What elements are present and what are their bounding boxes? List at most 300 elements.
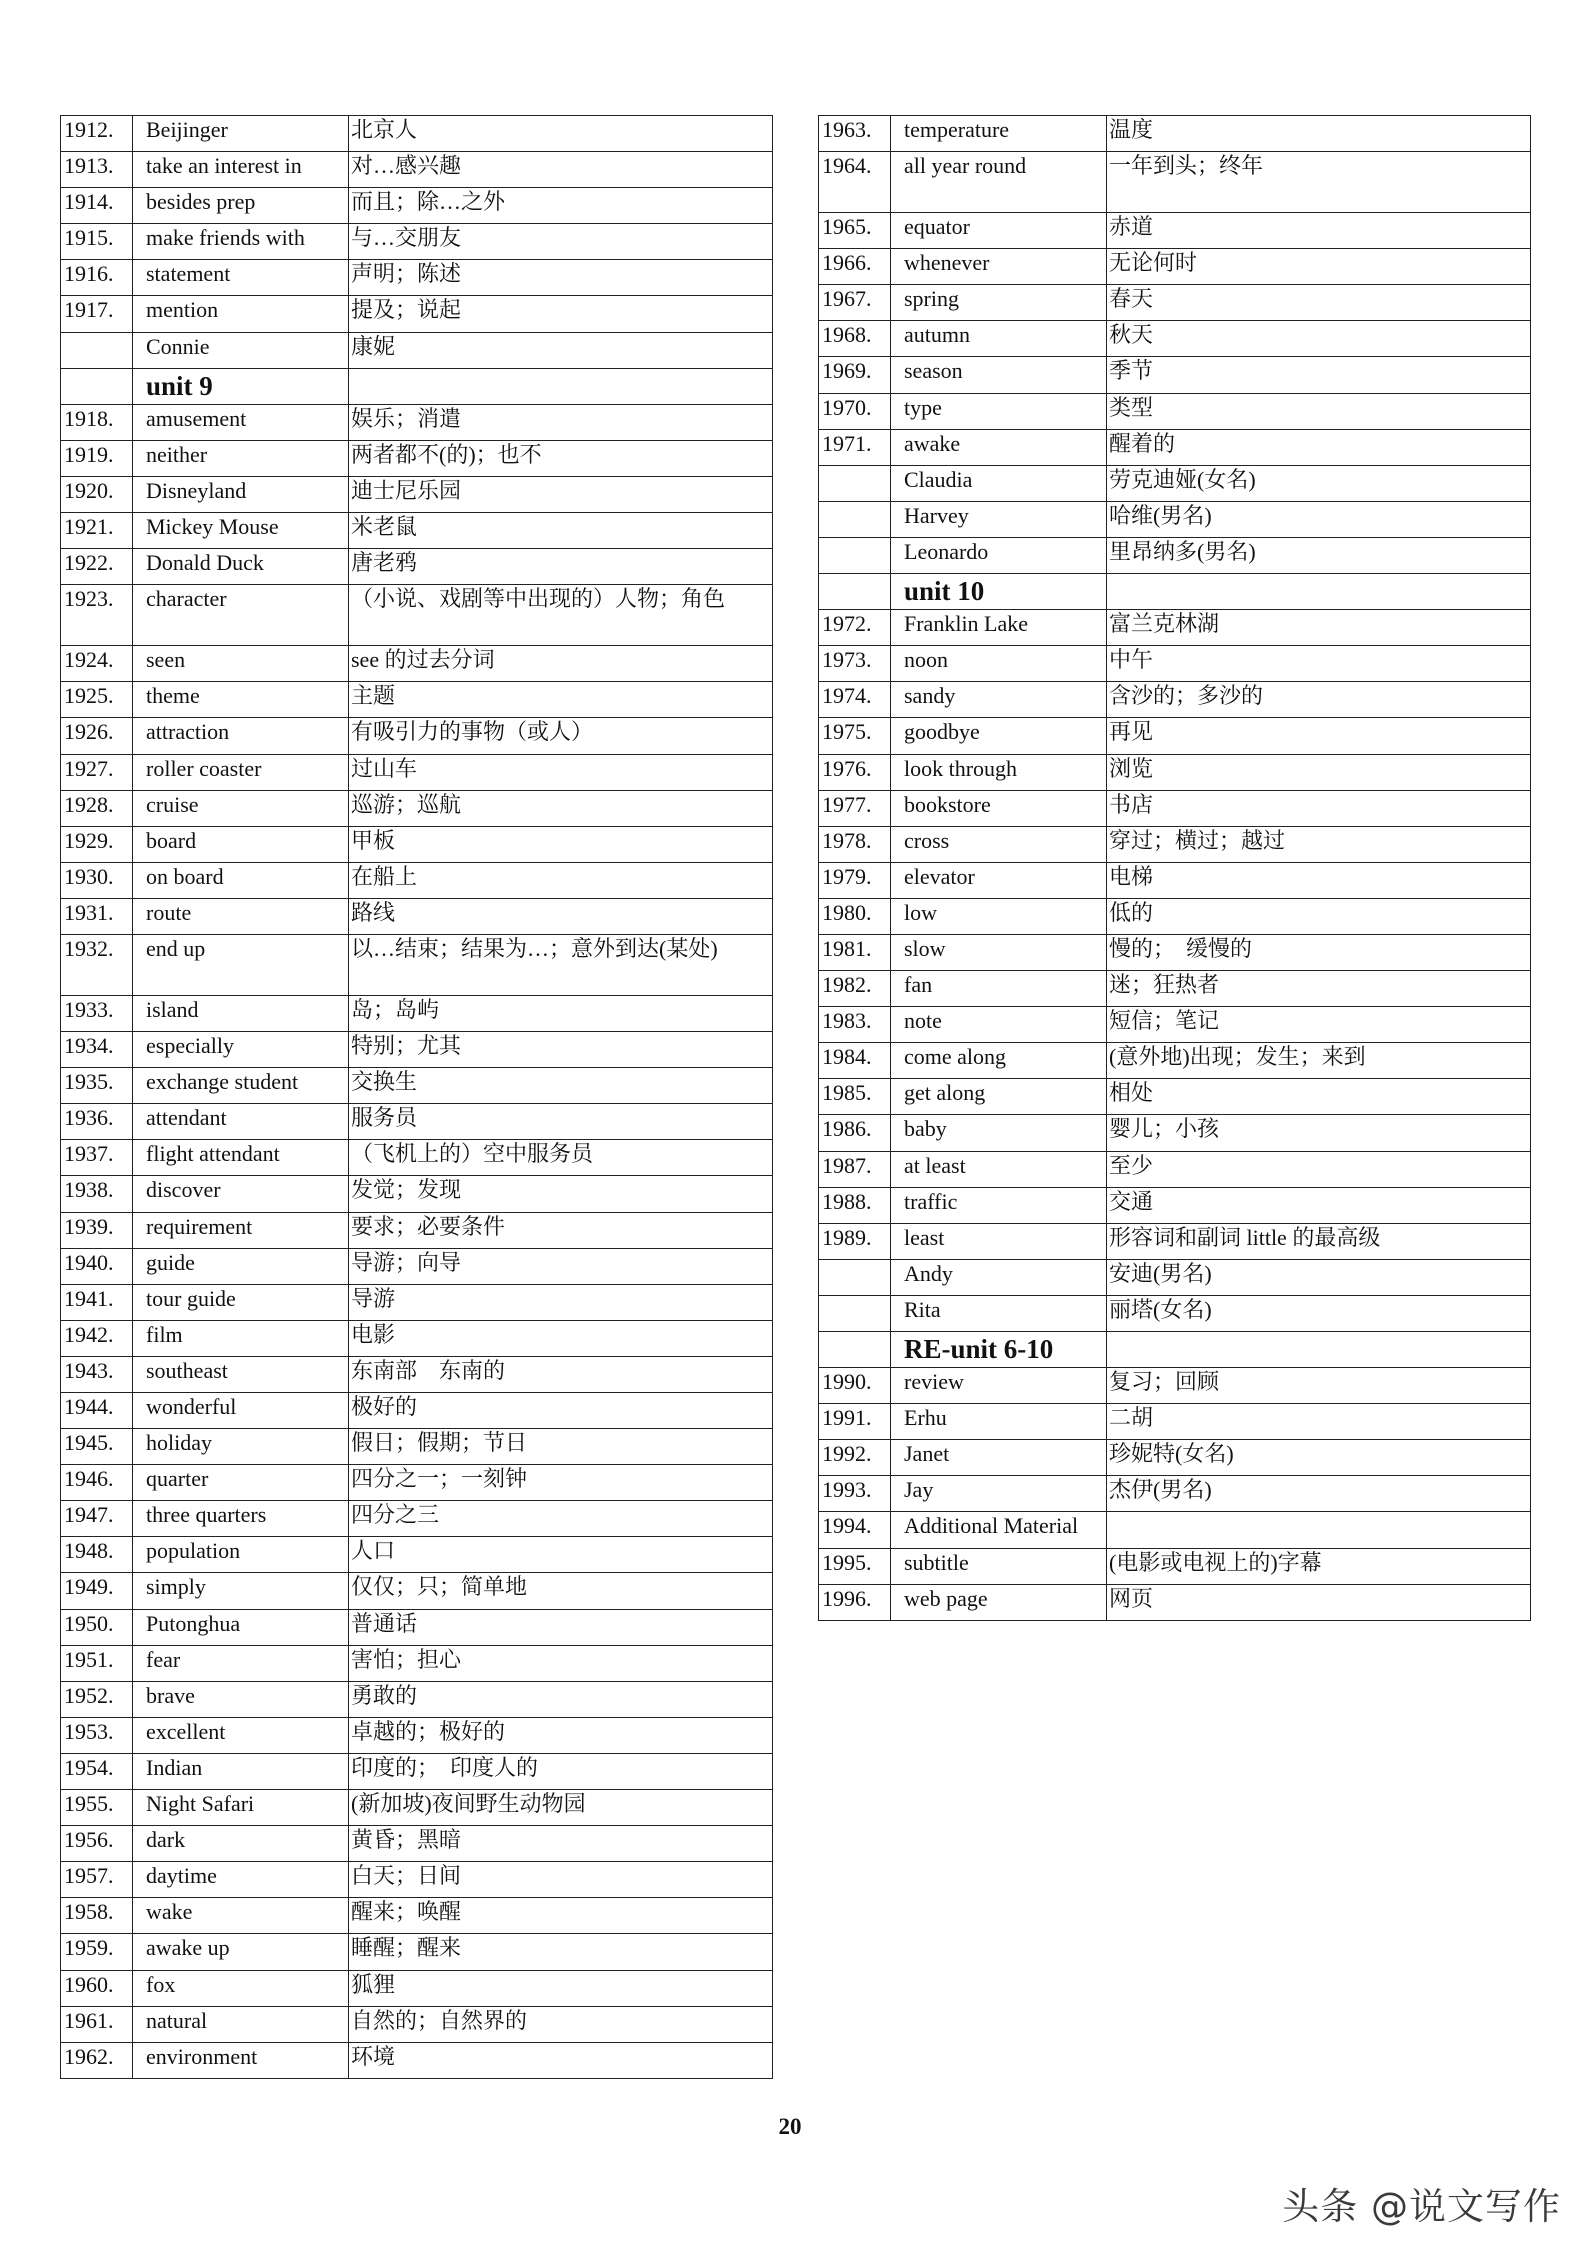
vocab-row <box>61 1645 773 1681</box>
entry-translation: 再见 <box>1107 718 1531 754</box>
entry-word: Claudia <box>891 465 1107 501</box>
vocab-row <box>819 116 1531 152</box>
entry-word: all year round <box>891 152 1107 213</box>
entry-number: 1914. <box>61 188 133 224</box>
watermark: 头条 @说文写作 <box>1282 2185 1561 2228</box>
entry-number: 1995. <box>819 1548 891 1584</box>
entry-number: 1973. <box>819 646 891 682</box>
entry-translation <box>1107 1332 1531 1368</box>
entry-number: 1964. <box>819 152 891 213</box>
vocab-row <box>819 249 1531 285</box>
vocab-table-left-body <box>61 116 773 2079</box>
entry-translation: 白天；日间 <box>349 1862 773 1898</box>
vocab-row <box>61 1753 773 1789</box>
vocab-row <box>819 934 1531 970</box>
entry-number: 1934. <box>61 1032 133 1068</box>
entry-translation: 丽塔(女名) <box>1107 1295 1531 1331</box>
entry-translation: 类型 <box>1107 393 1531 429</box>
entry-word: excellent <box>133 1717 349 1753</box>
entry-word: get along <box>891 1079 1107 1115</box>
vocab-row <box>819 1440 1531 1476</box>
entry-translation: 提及；说起 <box>349 296 773 332</box>
entry-number: 1991. <box>819 1404 891 1440</box>
entry-number: 1994. <box>819 1512 891 1548</box>
vocab-row <box>819 1368 1531 1404</box>
entry-translation: 网页 <box>1107 1584 1531 1620</box>
vocab-row <box>819 1295 1531 1331</box>
entry-word: attendant <box>133 1104 349 1140</box>
entry-word: season <box>891 357 1107 393</box>
entry-translation: 复习；回顾 <box>1107 1368 1531 1404</box>
entry-number: 1943. <box>61 1356 133 1392</box>
entry-word: film <box>133 1320 349 1356</box>
entry-translation: 要求；必要条件 <box>349 1212 773 1248</box>
entry-number: 1949. <box>61 1573 133 1609</box>
vocab-row <box>61 404 773 440</box>
entry-translation: 两者都不(的)；也不 <box>349 440 773 476</box>
entry-translation: 极好的 <box>349 1393 773 1429</box>
entry-word: end up <box>133 934 349 995</box>
vocab-row <box>819 1079 1531 1115</box>
entry-translation: (意外地)出现；发生；来到 <box>1107 1043 1531 1079</box>
entry-translation: 形容词和副词 little 的最高级 <box>1107 1223 1531 1259</box>
entry-word: discover <box>133 1176 349 1212</box>
entry-translation: 迪士尼乐园 <box>349 476 773 512</box>
entry-translation: 秋天 <box>1107 321 1531 357</box>
entry-word: Franklin Lake <box>891 610 1107 646</box>
entry-number <box>819 574 891 610</box>
entry-word: goodbye <box>891 718 1107 754</box>
vocab-row <box>819 1223 1531 1259</box>
entry-word: especially <box>133 1032 349 1068</box>
entry-number <box>819 1295 891 1331</box>
entry-translation: 交通 <box>1107 1187 1531 1223</box>
entry-word: cross <box>891 826 1107 862</box>
entry-number: 1960. <box>61 1970 133 2006</box>
entry-word: tour guide <box>133 1284 349 1320</box>
entry-translation: 季节 <box>1107 357 1531 393</box>
vocab-row <box>61 476 773 512</box>
entry-word: exchange student <box>133 1068 349 1104</box>
entry-number: 1948. <box>61 1537 133 1573</box>
vocab-row <box>61 260 773 296</box>
entry-translation: 北京人 <box>349 116 773 152</box>
vocab-row <box>819 1151 1531 1187</box>
entry-number <box>819 465 891 501</box>
entry-number: 1954. <box>61 1753 133 1789</box>
vocab-row <box>819 1115 1531 1151</box>
vocab-row <box>61 682 773 718</box>
entry-number: 1976. <box>819 754 891 790</box>
entry-translation: 四分之三 <box>349 1501 773 1537</box>
page-number: 20 <box>778 2114 802 2139</box>
entry-word: whenever <box>891 249 1107 285</box>
entry-word: Donald Duck <box>133 549 349 585</box>
entry-translation <box>349 368 773 404</box>
vocab-row <box>819 1512 1531 1548</box>
vocab-row <box>61 1465 773 1501</box>
entry-translation: (电影或电视上的)字幕 <box>1107 1548 1531 1584</box>
entry-word: requirement <box>133 1212 349 1248</box>
entry-number: 1968. <box>819 321 891 357</box>
entry-word: noon <box>891 646 1107 682</box>
entry-word: Connie <box>133 332 349 368</box>
entry-number: 1929. <box>61 826 133 862</box>
entry-number: 1942. <box>61 1320 133 1356</box>
entry-translation: 低的 <box>1107 898 1531 934</box>
entry-word: subtitle <box>891 1548 1107 1584</box>
entry-word: daytime <box>133 1862 349 1898</box>
entry-translation: （飞机上的）空中服务员 <box>349 1140 773 1176</box>
entry-word: besides prep <box>133 188 349 224</box>
unit-heading-row <box>819 574 1531 610</box>
entry-translation: 害怕；担心 <box>349 1645 773 1681</box>
entry-number: 1990. <box>819 1368 891 1404</box>
vocab-row <box>61 116 773 152</box>
vocab-row <box>61 1032 773 1068</box>
vocab-row <box>61 549 773 585</box>
entry-word: guide <box>133 1248 349 1284</box>
vocab-row <box>61 188 773 224</box>
vocab-row <box>61 224 773 260</box>
vocab-row <box>61 296 773 332</box>
entry-word: Erhu <box>891 1404 1107 1440</box>
entry-translation: 哈维(男名) <box>1107 501 1531 537</box>
entry-word: wonderful <box>133 1393 349 1429</box>
entry-word: three quarters <box>133 1501 349 1537</box>
entry-number <box>819 501 891 537</box>
entry-number: 1972. <box>819 610 891 646</box>
entry-translation: 假日；假期；节日 <box>349 1429 773 1465</box>
entry-number: 1957. <box>61 1862 133 1898</box>
entry-number: 1955. <box>61 1790 133 1826</box>
entry-translation: 唐老鸦 <box>349 549 773 585</box>
entry-word: temperature <box>891 116 1107 152</box>
vocab-row <box>819 682 1531 718</box>
entry-word: statement <box>133 260 349 296</box>
entry-translation: 富兰克林湖 <box>1107 610 1531 646</box>
entry-word: seen <box>133 646 349 682</box>
entry-word: fear <box>133 1645 349 1681</box>
vocab-row <box>819 1007 1531 1043</box>
entry-translation: 与…交朋友 <box>349 224 773 260</box>
entry-word: Andy <box>891 1259 1107 1295</box>
entry-word: simply <box>133 1573 349 1609</box>
vocab-table-right-body <box>819 116 1531 1621</box>
entry-translation: 声明；陈述 <box>349 260 773 296</box>
entry-number: 1982. <box>819 971 891 1007</box>
entry-word: holiday <box>133 1429 349 1465</box>
entry-number: 1926. <box>61 718 133 754</box>
entry-word: elevator <box>891 862 1107 898</box>
entry-word: make friends with <box>133 224 349 260</box>
entry-translation: 四分之一；一刻钟 <box>349 1465 773 1501</box>
entry-word: look through <box>891 754 1107 790</box>
vocab-row <box>61 332 773 368</box>
vocab-row <box>819 1259 1531 1295</box>
unit-heading-row <box>61 368 773 404</box>
entry-number: 1933. <box>61 995 133 1031</box>
entry-number: 1935. <box>61 1068 133 1104</box>
vocab-row <box>61 1717 773 1753</box>
entry-word: Additional Material <box>891 1512 1107 1548</box>
entry-number: 1981. <box>819 934 891 970</box>
entry-word: wake <box>133 1898 349 1934</box>
entry-translation: 中午 <box>1107 646 1531 682</box>
entry-word: dark <box>133 1826 349 1862</box>
entry-number: 1959. <box>61 1934 133 1970</box>
vocab-row <box>819 898 1531 934</box>
entry-word: baby <box>891 1115 1107 1151</box>
vocab-row <box>61 718 773 754</box>
entry-number: 1915. <box>61 224 133 260</box>
vocab-row <box>61 1176 773 1212</box>
entry-number: 1989. <box>819 1223 891 1259</box>
entry-translation: 娱乐；消遣 <box>349 404 773 440</box>
entry-word: Disneyland <box>133 476 349 512</box>
entry-word: Janet <box>891 1440 1107 1476</box>
vocab-row <box>61 2042 773 2078</box>
vocab-row <box>61 898 773 934</box>
entry-translation: 巡游；巡航 <box>349 790 773 826</box>
entry-word: neither <box>133 440 349 476</box>
vocab-row <box>61 585 773 646</box>
entry-number: 1952. <box>61 1681 133 1717</box>
entry-word: fan <box>891 971 1107 1007</box>
vocab-row <box>61 934 773 995</box>
entry-number: 1958. <box>61 1898 133 1934</box>
entry-word: environment <box>133 2042 349 2078</box>
entry-number: 1916. <box>61 260 133 296</box>
entry-word: roller coaster <box>133 754 349 790</box>
vocab-row <box>819 718 1531 754</box>
entry-translation: 婴儿；小孩 <box>1107 1115 1531 1151</box>
entry-number: 1993. <box>819 1476 891 1512</box>
entry-translation: 以…结束；结果为…；意外到达(某处) <box>349 934 773 995</box>
entry-translation: 米老鼠 <box>349 513 773 549</box>
vocab-row <box>61 1501 773 1537</box>
entry-word: least <box>891 1223 1107 1259</box>
vocab-row <box>61 862 773 898</box>
vocab-row <box>61 1212 773 1248</box>
entry-translation: 珍妮特(女名) <box>1107 1440 1531 1476</box>
vocab-row <box>61 1898 773 1934</box>
vocab-row <box>819 862 1531 898</box>
vocab-row <box>61 790 773 826</box>
entry-number: 1946. <box>61 1465 133 1501</box>
vocab-row <box>819 790 1531 826</box>
entry-number: 1988. <box>819 1187 891 1223</box>
entry-word: route <box>133 898 349 934</box>
entry-word: awake <box>891 429 1107 465</box>
vocab-row <box>61 1284 773 1320</box>
entry-translation <box>1107 1512 1531 1548</box>
entry-number <box>61 368 133 404</box>
entry-number: 1983. <box>819 1007 891 1043</box>
entry-translation: 书店 <box>1107 790 1531 826</box>
unit-heading-row <box>819 1332 1531 1368</box>
entry-number <box>61 332 133 368</box>
entry-number: 1945. <box>61 1429 133 1465</box>
entry-translation: 过山车 <box>349 754 773 790</box>
vocab-row <box>819 465 1531 501</box>
vocab-row <box>819 971 1531 1007</box>
entry-word: take an interest in <box>133 152 349 188</box>
entry-translation: 狐狸 <box>349 1970 773 2006</box>
entry-translation: 在船上 <box>349 862 773 898</box>
vocab-row <box>819 1043 1531 1079</box>
vocab-row <box>819 1476 1531 1512</box>
entry-word: web page <box>891 1584 1107 1620</box>
vocab-row <box>819 213 1531 249</box>
entry-translation: 杰伊(男名) <box>1107 1476 1531 1512</box>
entry-word: southeast <box>133 1356 349 1392</box>
vocab-row <box>61 1356 773 1392</box>
entry-translation: 东南部 东南的 <box>349 1356 773 1392</box>
entry-number: 1913. <box>61 152 133 188</box>
entry-translation: 一年到头；终年 <box>1107 152 1531 213</box>
entry-word: at least <box>891 1151 1107 1187</box>
entry-word: mention <box>133 296 349 332</box>
vocab-row <box>61 754 773 790</box>
entry-number: 1912. <box>61 116 133 152</box>
entry-translation: 对…感兴趣 <box>349 152 773 188</box>
entry-number: 1918. <box>61 404 133 440</box>
entry-number: 1919. <box>61 440 133 476</box>
vocab-row <box>819 754 1531 790</box>
vocab-row <box>61 1970 773 2006</box>
entry-number: 1947. <box>61 1501 133 1537</box>
vocab-row <box>61 826 773 862</box>
vocab-row <box>819 826 1531 862</box>
entry-word: traffic <box>891 1187 1107 1223</box>
entry-translation: 普通话 <box>349 1609 773 1645</box>
entry-translation: 无论何时 <box>1107 249 1531 285</box>
entry-word: type <box>891 393 1107 429</box>
entry-word: Putonghua <box>133 1609 349 1645</box>
entry-word: slow <box>891 934 1107 970</box>
entry-word: bookstore <box>891 790 1107 826</box>
entry-word: note <box>891 1007 1107 1043</box>
entry-number: 1963. <box>819 116 891 152</box>
entry-number: 1937. <box>61 1140 133 1176</box>
entry-translation: 人口 <box>349 1537 773 1573</box>
entry-translation: 慢的； 缓慢的 <box>1107 934 1531 970</box>
entry-number: 1920. <box>61 476 133 512</box>
vocab-row <box>819 1548 1531 1584</box>
vocab-row <box>819 393 1531 429</box>
vocab-row <box>61 2006 773 2042</box>
vocab-row <box>819 610 1531 646</box>
entry-number: 1922. <box>61 549 133 585</box>
entry-word: theme <box>133 682 349 718</box>
entry-number: 1930. <box>61 862 133 898</box>
entry-word: unit 9 <box>133 368 349 404</box>
entry-translation: 至少 <box>1107 1151 1531 1187</box>
entry-number: 1921. <box>61 513 133 549</box>
entry-number: 1928. <box>61 790 133 826</box>
entry-translation: 岛；岛屿 <box>349 995 773 1031</box>
vocab-table-right <box>818 115 1531 1621</box>
entry-number: 1962. <box>61 2042 133 2078</box>
vocab-row <box>61 1573 773 1609</box>
entry-translation: 安迪(男名) <box>1107 1259 1531 1295</box>
entry-word: Night Safari <box>133 1790 349 1826</box>
entry-number: 1927. <box>61 754 133 790</box>
entry-translation: 导游；向导 <box>349 1248 773 1284</box>
entry-number <box>819 1259 891 1295</box>
entry-word: Harvey <box>891 501 1107 537</box>
entry-translation: 睡醒；醒来 <box>349 1934 773 1970</box>
entry-word: come along <box>891 1043 1107 1079</box>
entry-translation: 特别；尤其 <box>349 1032 773 1068</box>
entry-translation: 迷；狂热者 <box>1107 971 1531 1007</box>
entry-translation: see 的过去分词 <box>349 646 773 682</box>
entry-word: character <box>133 585 349 646</box>
entry-translation: 导游 <box>349 1284 773 1320</box>
vocab-row <box>819 501 1531 537</box>
entry-translation: 春天 <box>1107 285 1531 321</box>
vocab-row <box>819 152 1531 213</box>
entry-translation: (新加坡)夜间野生动物园 <box>349 1790 773 1826</box>
entry-number: 1978. <box>819 826 891 862</box>
entry-word: island <box>133 995 349 1031</box>
entry-number: 1970. <box>819 393 891 429</box>
entry-word: spring <box>891 285 1107 321</box>
entry-translation: 甲板 <box>349 826 773 862</box>
vocab-row <box>61 995 773 1031</box>
entry-translation: 交换生 <box>349 1068 773 1104</box>
entry-translation: 黄昏；黑暗 <box>349 1826 773 1862</box>
entry-translation: 而且；除…之外 <box>349 188 773 224</box>
entry-number: 1917. <box>61 296 133 332</box>
entry-translation: 穿过；横过；越过 <box>1107 826 1531 862</box>
entry-number: 1951. <box>61 1645 133 1681</box>
entry-number: 1987. <box>819 1151 891 1187</box>
vocab-row <box>819 285 1531 321</box>
entry-translation: 短信；笔记 <box>1107 1007 1531 1043</box>
entry-translation: 服务员 <box>349 1104 773 1140</box>
vocab-row <box>61 152 773 188</box>
entry-translation: 主题 <box>349 682 773 718</box>
entry-number: 1924. <box>61 646 133 682</box>
entry-word: autumn <box>891 321 1107 357</box>
entry-translation: 有吸引力的事物（或人） <box>349 718 773 754</box>
entry-number: 1931. <box>61 898 133 934</box>
vocab-row <box>819 429 1531 465</box>
entry-word: equator <box>891 213 1107 249</box>
entry-word: review <box>891 1368 1107 1404</box>
entry-translation: 浏览 <box>1107 754 1531 790</box>
entry-number: 1923. <box>61 585 133 646</box>
vocab-row <box>61 1790 773 1826</box>
entry-word: population <box>133 1537 349 1573</box>
entry-number: 1956. <box>61 1826 133 1862</box>
entry-word: fox <box>133 1970 349 2006</box>
entry-translation: 二胡 <box>1107 1404 1531 1440</box>
vocab-row <box>61 1248 773 1284</box>
entry-word: Indian <box>133 1753 349 1789</box>
entry-word: unit 10 <box>891 574 1107 610</box>
entry-number: 1936. <box>61 1104 133 1140</box>
entry-word: Mickey Mouse <box>133 513 349 549</box>
vocab-row <box>819 1187 1531 1223</box>
entry-number <box>819 537 891 573</box>
entry-number: 1996. <box>819 1584 891 1620</box>
entry-number: 1985. <box>819 1079 891 1115</box>
entry-translation: （小说、戏剧等中出现的）人物；角色 <box>349 585 773 646</box>
entry-number: 1980. <box>819 898 891 934</box>
